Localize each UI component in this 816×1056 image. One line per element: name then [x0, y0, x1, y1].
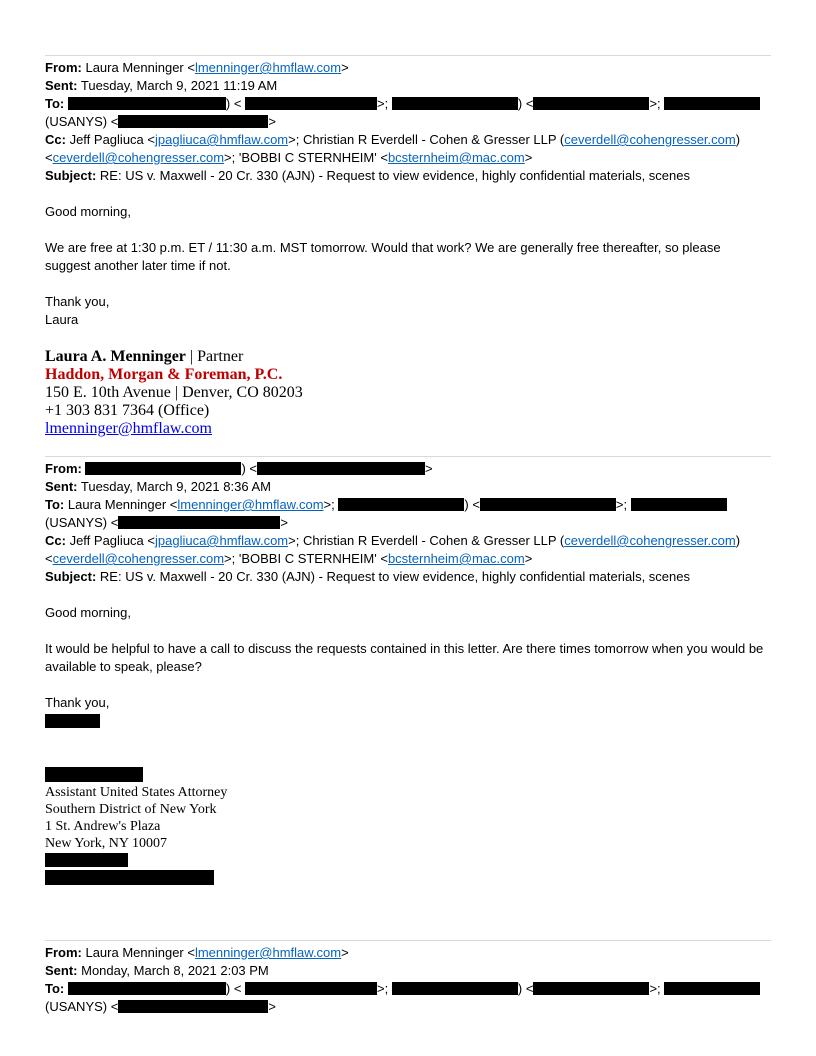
gov-signature-line3: 1 St. Andrew's Plaza — [45, 819, 161, 834]
from-email-link[interactable]: lmenninger@hmflaw.com — [194, 60, 342, 75]
redaction-block — [257, 462, 425, 475]
cc-text: < — [45, 150, 53, 165]
email1-cc-line — [45, 131, 740, 149]
email1-from-line — [45, 59, 349, 77]
email2-cc-line-2 — [45, 550, 532, 568]
to-email-link[interactable]: lmenninger@hmflaw.com — [177, 497, 324, 512]
cc-text: < — [45, 551, 53, 566]
email1-paragraph: We are free at 1:30 p.m. ET / 11:30 a.m. MST tomorrow. Would that work? We are generally free thereafter, so please suggest another later time if not. — [45, 240, 721, 273]
to-line2-text: (USANYS) < — [45, 114, 119, 129]
email2-from-line — [45, 460, 433, 478]
cc-email-link[interactable]: ceverdell@cohengresser.com — [52, 150, 225, 165]
email1-to-line-2 — [45, 113, 276, 131]
redaction-block — [392, 982, 518, 995]
to-sep: >; — [615, 497, 628, 512]
email2-greeting: Good morning, — [45, 605, 131, 620]
cc-email-link[interactable]: ceverdell@cohengresser.com — [52, 551, 225, 566]
from-label: From: — [45, 60, 82, 75]
gov-signature-line2: Southern District of New York — [45, 802, 217, 817]
redaction-block — [664, 982, 760, 995]
to-label: To: — [45, 96, 65, 111]
redaction-block — [664, 97, 760, 110]
email2-to-line — [45, 496, 727, 514]
cc-text: Jeff Pagliuca < — [69, 533, 155, 548]
redaction-block — [45, 853, 128, 867]
cc-text: ) — [735, 533, 741, 548]
from-email-link[interactable]: lmenninger@hmflaw.com — [194, 945, 342, 960]
to-sep: ) < — [464, 497, 480, 512]
email1-closing: Thank you, — [45, 294, 110, 309]
email1-closing-name: Laura — [45, 312, 79, 327]
to-sep: ) < — [225, 96, 242, 111]
to-sep: ) < — [225, 981, 242, 996]
from-label: From: — [45, 461, 82, 476]
to-sep: >; — [323, 497, 335, 512]
email3-to-line — [45, 980, 760, 998]
from-name: Laura Menninger < — [85, 60, 195, 75]
to-sep: >; — [649, 96, 661, 111]
from-end: > — [425, 461, 433, 476]
email3-sent-line — [45, 962, 269, 980]
signature-email-link[interactable]: lmenninger@hmflaw.com — [45, 420, 212, 437]
redaction-block — [533, 982, 649, 995]
signature-name: Laura A. Menninger — [45, 348, 186, 365]
email2-cc-line — [45, 532, 740, 550]
to-line2-text: (USANYS) < — [45, 999, 119, 1014]
cc-text: > — [524, 551, 533, 566]
to-line2-end: > — [280, 515, 288, 530]
to-line2-text: (USANYS) < — [45, 515, 119, 530]
from-name: Laura Menninger < — [85, 945, 195, 960]
cc-email-link[interactable]: ceverdell@cohengresser.com — [564, 132, 736, 147]
cc-email-link[interactable]: jpagliuca@hmflaw.com — [154, 132, 289, 147]
email1-greeting: Good morning, — [45, 204, 131, 219]
to-sep: >; — [377, 96, 389, 111]
to-sep: >; — [377, 981, 389, 996]
cc-label: Cc: — [45, 132, 66, 147]
cc-text: >; 'BOBBI C STERNHEIM' < — [224, 551, 388, 566]
redaction-block — [45, 870, 214, 885]
cc-text: > — [524, 150, 533, 165]
signature-email-line — [45, 420, 212, 438]
to-line2-end: > — [268, 999, 276, 1014]
cc-label: Cc: — [45, 533, 66, 548]
email3-to-line-2 — [45, 998, 276, 1016]
to-label: To: — [45, 981, 65, 996]
to-text: Laura Menninger < — [67, 497, 178, 512]
cc-text: >; 'BOBBI C STERNHEIM' < — [224, 150, 388, 165]
email1-subject-line — [45, 167, 690, 185]
redaction-block — [118, 1000, 268, 1013]
email1-cc-line-2 — [45, 149, 532, 167]
from-end: > — [341, 60, 349, 75]
redaction-block — [533, 97, 649, 110]
from-sep: ) < — [241, 461, 258, 476]
signature-name-line — [45, 348, 243, 366]
cc-text: ) — [735, 132, 741, 147]
email2-subject-line — [45, 568, 690, 586]
redaction-block — [45, 767, 143, 782]
redaction-block — [118, 516, 280, 529]
redaction-block — [631, 498, 727, 511]
to-sep: >; — [649, 981, 661, 996]
cc-text: >; Christian R Everdell - Cohen & Gresser LLP ( — [288, 533, 565, 548]
email2-sent-line — [45, 478, 271, 496]
to-sep: ) < — [517, 981, 534, 996]
sent-value: Monday, March 8, 2021 2:03 PM — [81, 963, 269, 978]
to-sep: ) < — [517, 96, 534, 111]
header-divider-2 — [45, 456, 771, 457]
cc-email-link[interactable]: jpagliuca@hmflaw.com — [154, 533, 289, 548]
cc-email-link[interactable]: ceverdell@cohengresser.com — [564, 533, 736, 548]
sent-value: Tuesday, March 9, 2021 8:36 AM — [80, 479, 271, 494]
to-line2-end: > — [268, 114, 276, 129]
redaction-block — [245, 982, 377, 995]
email3-from-line — [45, 944, 349, 962]
signature-firm: Haddon, Morgan & Foreman, P.C. — [45, 366, 283, 383]
sent-label: Sent: — [45, 963, 78, 978]
redaction-block — [245, 97, 377, 110]
sent-value: Tuesday, March 9, 2021 11:19 AM — [80, 78, 278, 93]
cc-text: Jeff Pagliuca < — [69, 132, 155, 147]
gov-signature-line4: New York, NY 10007 — [45, 836, 167, 851]
redaction-block — [480, 498, 616, 511]
redaction-block — [45, 714, 100, 728]
cc-email-link[interactable]: bcsternheim@mac.com — [387, 150, 525, 165]
gov-signature-line1: Assistant United States Attorney — [45, 785, 228, 800]
sent-label: Sent: — [45, 479, 78, 494]
header-divider-1 — [45, 55, 771, 56]
subject-label: Subject: — [45, 168, 97, 183]
redaction-block — [338, 498, 464, 511]
cc-text: >; Christian R Everdell - Cohen & Gresser LLP ( — [288, 132, 565, 147]
email1-sent-line — [45, 77, 277, 95]
subject-value: RE: US v. Maxwell - 20 Cr. 330 (AJN) - Request to view evidence, highly confidential materials, scenes — [99, 569, 690, 584]
signature-address: 150 E. 10th Avenue | Denver, CO 80203 — [45, 384, 303, 401]
redaction-block — [392, 97, 518, 110]
redaction-block — [85, 462, 241, 475]
redaction-block — [118, 115, 268, 128]
header-divider-3 — [45, 940, 771, 941]
to-label: To: — [45, 497, 65, 512]
subject-value: RE: US v. Maxwell - 20 Cr. 330 (AJN) - Request to view evidence, highly confidential materials, scenes — [99, 168, 690, 183]
cc-email-link[interactable]: bcsternheim@mac.com — [387, 551, 525, 566]
redaction-block — [68, 982, 226, 995]
email2-paragraph: It would be helpful to have a call to discuss the requests contained in this letter. Are there times tomorrow when you would be available to speak, please? — [45, 641, 764, 674]
email1-to-line — [45, 95, 760, 113]
from-label: From: — [45, 945, 82, 960]
subject-label: Subject: — [45, 569, 97, 584]
signature-title: | Partner — [185, 348, 244, 365]
from-end: > — [341, 945, 349, 960]
email2-to-line-2 — [45, 514, 288, 532]
signature-phone: +1 303 831 7364 (Office) — [45, 402, 210, 419]
sent-label: Sent: — [45, 78, 78, 93]
email2-closing: Thank you, — [45, 695, 110, 710]
redaction-block — [68, 97, 226, 110]
